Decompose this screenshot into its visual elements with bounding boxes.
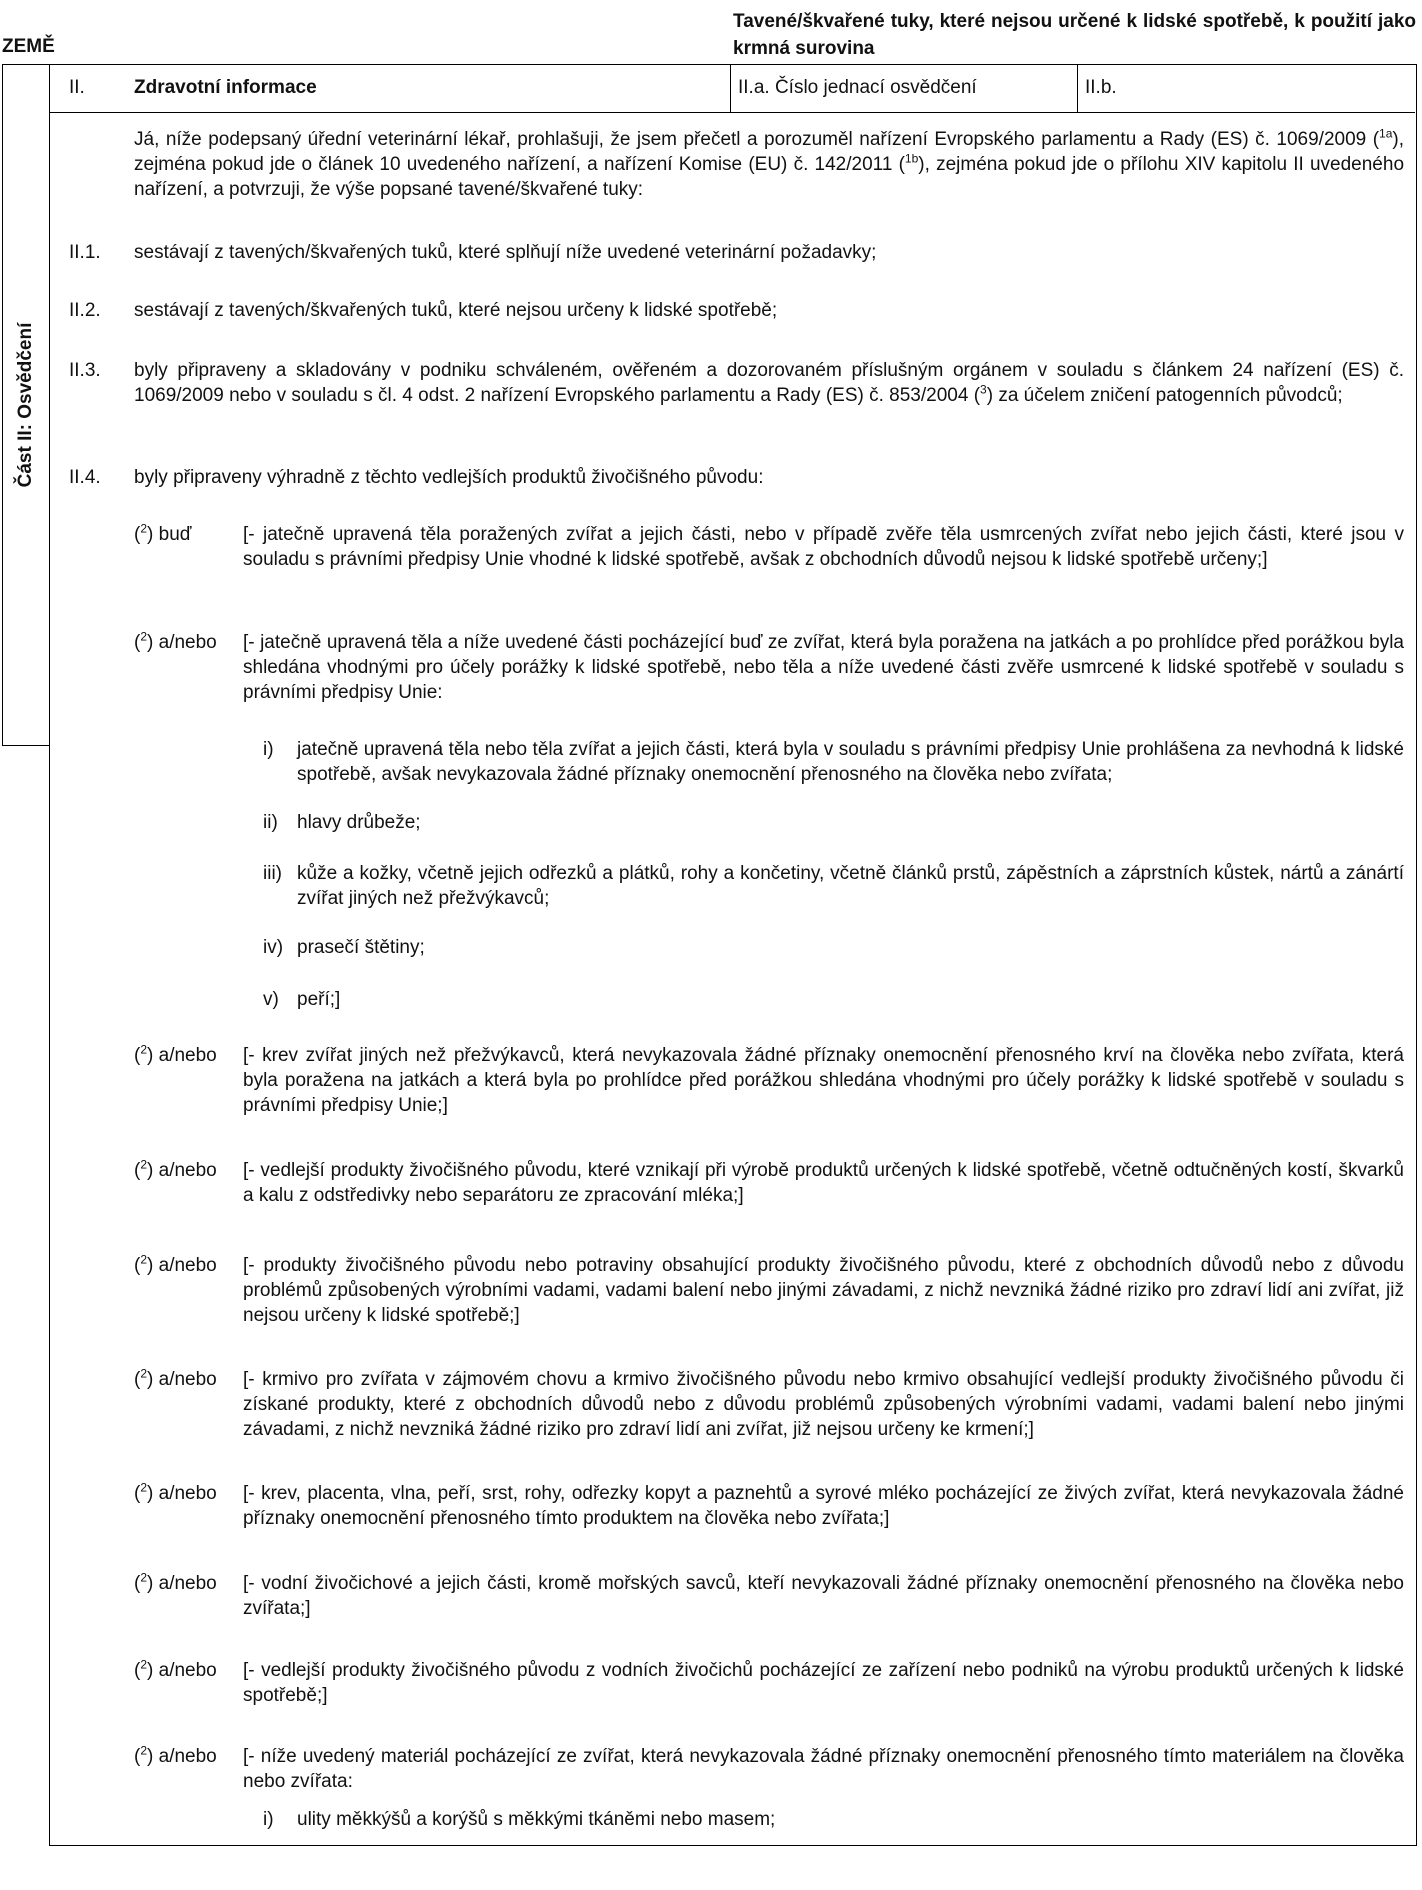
item-number: II.3.	[69, 360, 101, 381]
subitem-number: i)	[263, 1809, 274, 1830]
subitem-number: iii)	[263, 863, 282, 884]
option-marker: ($^2$) a/nebo	[134, 1570, 217, 1594]
option-marker: ($^2$) a/nebo	[134, 1366, 217, 1390]
option-word: a/nebo	[158, 1660, 217, 1681]
footnote-ref: 2	[140, 1743, 148, 1758]
option-text: [- produkty živočišného původu nebo potraviny obsahující produkty živočišného původu, které z obchodních důvodů nebo z důvodu problémů způsobených výrobními vadami, vadami balení nebo jinými závadami, z nichž nevzniká žádné riziko pro zdraví lidí ani zvířat, již nejsou určeny k lidské spotřebě;]	[243, 1255, 1404, 1326]
subitem-text: ulity měkkýšů a korýšů s měkkými tkáněmi nebo masem;	[297, 1809, 776, 1830]
option-word: buď	[158, 524, 192, 545]
subitem-text: hlavy drůbeže;	[297, 812, 421, 833]
subitem-number: ii)	[263, 812, 278, 833]
subitem-number: iv)	[263, 937, 284, 958]
item-number: II.1.	[69, 242, 101, 263]
intro-text: ), zejména pokud jde o článek 10 uvedeného nařízení, a nařízení Komise (EU) č. 142/2011 (	[134, 129, 1404, 175]
footnote-ref: 2	[140, 1657, 148, 1672]
footnote-ref: 2	[140, 1252, 148, 1267]
item-number: II.4.	[69, 467, 101, 488]
footnote-ref: 2	[140, 1570, 148, 1585]
divider	[1077, 64, 1078, 112]
item-text-part: byly připraveny a skladovány v podniku schváleném, ověřeném a dozorovaném příslušným orgánem v souladu s článkem 24 nařízení (ES) č. 1069/2009 nebo v souladu s čl. 4 odst. 2 nařízení Evropského parlamentu a Rady (ES) č. 853/2004 (	[134, 360, 1404, 406]
option-text: [- vedlejší produkty živočišného původu, které vznikají při výrobě produktů určených k lidské spotřebě, včetně odtučněných kostí, škvarků a kalu z odstředivky nebo separátoru ze zpracování mléka;]	[243, 1160, 1404, 1206]
item-text: sestávají z tavených/škvařených tuků, které nejsou určeny k lidské spotřebě;	[134, 300, 778, 321]
section-title: Zdravotní informace	[134, 77, 317, 98]
sidebar	[2, 64, 49, 746]
option-text: [- krmivo pro zvířata v zájmovém chovu a krmivo živočišného původu nebo krmivo obsahující vedlejší produkty živočišného původu či získané produkty, které z obchodních důvodů nebo z důvodu problémů způsobených výrobními vadami, vadami balení nebo jinými závadami, z nichž nevzniká žádné riziko pro zdraví lidí ani zvířat, již nejsou určeny ke krmení;]	[243, 1369, 1404, 1440]
option-text: [- vedlejší produkty živočišného původu z vodních živočichů pocházející ze zařízení nebo podniků na výrobu produktů určených k lidské spotřebě;]	[243, 1660, 1404, 1706]
option-word: a/nebo	[158, 1573, 217, 1594]
subitem-text: peří;]	[297, 989, 341, 1010]
option-text: [- krev zvířat jiných než přežvýkavců, která nevykazovala žádné příznaky onemocnění přenosného krví na člověka nebo zvířata, která byla poražena na jatkách a která byla po prohlídce před porážkou shledána vhodnými pro účely porážky k lidské spotřebě v souladu s právními předpisy Unie;]	[243, 1045, 1404, 1116]
option-word: a/nebo	[158, 1746, 217, 1767]
option-marker: ($^2$) a/nebo	[134, 1157, 217, 1181]
sidebar-label: Část II: Osvědčení	[15, 322, 36, 488]
document-title: Tavené/škvařené tuky, které nejsou určené k lidské spotřebě, k použití jako krmná surovina	[733, 11, 1416, 59]
subitem-number: v)	[263, 989, 279, 1010]
country-label: ZEMĚ	[2, 36, 55, 57]
footnote-ref: 2	[140, 1042, 148, 1057]
subitem-number: i)	[263, 739, 274, 760]
item-number: II.2.	[69, 300, 101, 321]
footnote-ref: 2	[140, 1366, 148, 1381]
footnote-ref: 2	[140, 521, 148, 536]
footnote-ref: 2	[140, 1480, 148, 1495]
option-text: [- níže uvedený materiál pocházející ze zvířat, která nevykazovala žádné příznaky onemocnění přenosného tímto materiálem na člověka nebo zvířata:	[243, 1746, 1404, 1792]
option-word: a/nebo	[158, 1255, 217, 1276]
option-word: a/nebo	[158, 1483, 217, 1504]
option-text: [- jatečně upravená těla a níže uvedené části pocházející buď ze zvířat, která byla poražena na jatkách a po prohlídce před porážkou byla shledána vhodnými pro účely porážky k lidské spotřebě, nebo těla a níže uvedené části zvěře usmrcené k lidské spotřebě v souladu s právními předpisy Unie:	[243, 632, 1404, 703]
intro-paragraph	[134, 127, 1404, 202]
subitem-text: jatečně upravená těla nebo těla zvířat a jejich části, která byla v souladu s právními předpisy Unie prohlášena za nevhodná k lidské spotřebě, avšak nevykazovala žádné příznaky onemocnění přenosného na člověka nebo zvířata;	[297, 739, 1404, 785]
subitem-text: prasečí štětiny;	[297, 937, 425, 958]
footnote-ref: 1a	[1379, 126, 1393, 141]
item-text: byly připraveny výhradně z těchto vedlejších produktů živočišného původu:	[134, 467, 764, 488]
option-text: [- vodní živočichové a jejich části, kromě mořských savců, kteří nevykazovali žádné příznaky onemocnění přenosného na člověka nebo zvířata;]	[243, 1573, 1404, 1619]
subitem-text: kůže a kožky, včetně jejich odřezků a plátků, rohy a končetiny, včetně článků prstů, zápěstních a záprstních kůstek, nártů a zánártí zvířat jiných než přežvýkavců;	[297, 863, 1404, 909]
option-word: a/nebo	[158, 632, 217, 653]
option-marker: ($^2$) a/nebo	[134, 629, 217, 653]
item-text	[134, 358, 1404, 408]
reference-number-label: II.a. Číslo jednací osvědčení	[738, 77, 977, 98]
option-word: a/nebo	[158, 1369, 217, 1390]
option-text: [- krev, placenta, vlna, peří, srst, rohy, odřezky kopyt a paznehtů a syrové mléko pocházející ze živých zvířat, která nevykazovala žádné příznaky onemocnění přenosného tímto produktem na člověka nebo zvířata;]	[243, 1483, 1404, 1529]
top-row	[49, 64, 1415, 113]
option-word: a/nebo	[158, 1160, 217, 1181]
option-text: [- jatečně upravená těla poražených zvířat a jejich části, nebo v případě zvěře těla usmrcených zvířat nebo jejich části, které jsou v souladu s právními předpisy Unie vhodné k lidské spotřebě, avšak z obchodních důvodů nejsou k lidské spotřebě určeny;]	[243, 524, 1404, 570]
option-marker: ($^2$) a/nebo	[134, 1252, 217, 1276]
option-marker: ($^2$) a/nebo	[134, 1743, 217, 1767]
footnote-ref: 2	[140, 1157, 148, 1172]
item-text: sestávají z tavených/škvařených tuků, které splňují níže uvedené veterinární požadavky;	[134, 242, 877, 263]
reference-b-label: II.b.	[1085, 77, 1117, 98]
divider	[730, 64, 731, 112]
option-marker: ($^2$) buď	[134, 521, 192, 545]
item-text-part: ) za účelem zničení patogenních původců;	[986, 385, 1343, 406]
option-marker: ($^2$) a/nebo	[134, 1657, 217, 1681]
intro-text: ), zejména pokud jde o přílohu XIV kapitolu II uvedeného nařízení, a potvrzuji, že výše popsané tavené/škvařené tuky:	[134, 154, 1405, 200]
footnote-ref: 1b	[904, 151, 919, 166]
option-marker: ($^2$) a/nebo	[134, 1480, 217, 1504]
option-word: a/nebo	[158, 1045, 217, 1066]
intro-text: Já, níže podepsaný úřední veterinární lékař, prohlašuji, že jsem přečetl a porozuměl nařízení Evropského parlamentu a Rady (ES) č. 1069/2009 (	[134, 129, 1380, 150]
footnote-ref: 3	[980, 382, 987, 397]
option-marker: ($^2$) a/nebo	[134, 1042, 217, 1066]
footnote-ref: 2	[140, 629, 148, 644]
section-number: II.	[69, 77, 85, 98]
